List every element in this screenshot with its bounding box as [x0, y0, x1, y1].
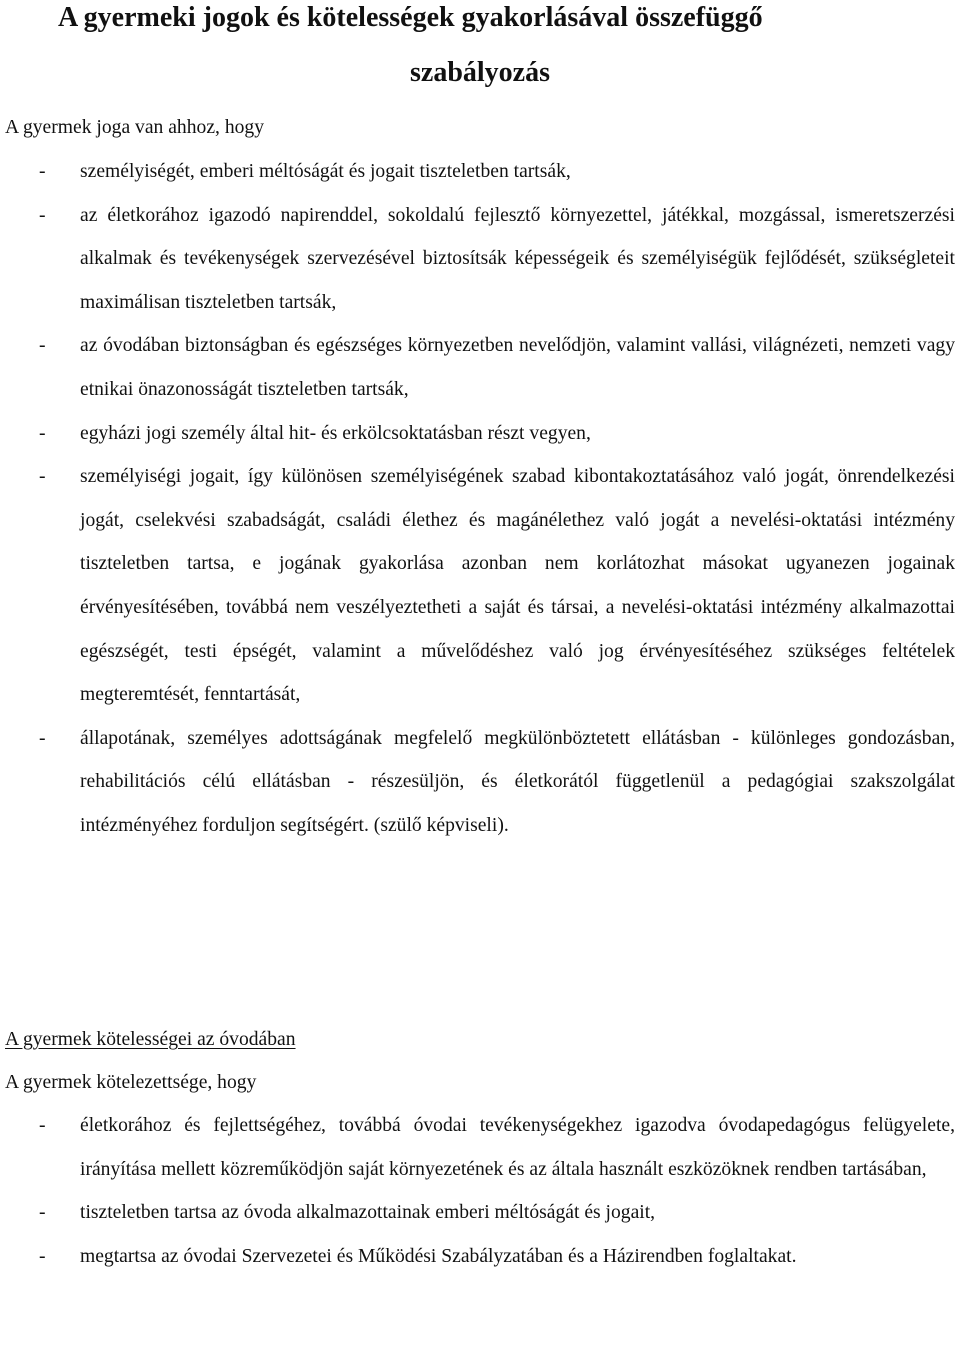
list-bullet: -: [39, 466, 46, 488]
list-item: [0, 455, 960, 717]
list-item: [0, 324, 960, 411]
list-item: [0, 194, 960, 325]
list-item-text: személyiségét, emberi méltóságát és jogait tiszteletben tartsák,: [80, 161, 571, 182]
list-bullet: -: [39, 161, 46, 182]
list-item-text: állapotának, személyes adottságának megfelelő megkülönböztetett ellátásban - különleges gondozásban, rehabilitációs célú ellátásban - részesüljön, és életkorától függetlenül a pedagógiai szakszolgálat intézményéhez forduljon segítségért. (szülő képviseli).: [80, 727, 955, 836]
list-item: [0, 1235, 960, 1279]
list-item-text: az óvodában biztonságban és egészséges környezetben nevelődjön, valamint vallási, világnézeti, nemzeti vagy etnikai önazonosságát tiszteletben tartsák,: [80, 335, 955, 400]
list-item-text: az életkorához igazodó napirenddel, sokoldalú fejlesztő környezettel, játékkal, mozgással, ismeretszerzési alkalmak és tevékenységek szervezésével biztosítsák képességeik és személyiségük fejlődését, szükségleteit maximálisan tiszteletben tartsák,: [80, 204, 955, 313]
list-item: [0, 150, 960, 194]
list-bullet: -: [39, 204, 46, 226]
document-title-line-2-text: szabályozás: [410, 57, 550, 88]
list-item-text: megtartsa az óvodai Szervezetei és Működési Szabályzatában és a Házirendben foglaltakat.: [80, 1245, 797, 1267]
list-bullet: -: [39, 1115, 46, 1136]
list-bullet: -: [39, 1202, 46, 1224]
document-title-line-1: A gyermeki jogok és kötelességek gyakorlásával összefüggő: [58, 2, 763, 33]
list-bullet: -: [39, 422, 46, 444]
section2-heading: A gyermek kötelességei az óvodában: [5, 1029, 296, 1050]
section2-duties-list: [0, 1104, 960, 1278]
list-item-text: tiszteletben tartsa az óvoda alkalmazottainak emberi méltóságát és jogait,: [80, 1202, 656, 1224]
section1-rights-list: [0, 150, 960, 848]
section1-intro: A gyermek joga van ahhoz, hogy: [5, 117, 265, 138]
list-bullet: -: [39, 335, 46, 357]
list-item: [0, 717, 960, 848]
list-item: [0, 412, 960, 456]
list-item: [0, 1191, 960, 1235]
list-bullet: -: [39, 1245, 46, 1267]
list-item-text: személyiségi jogait, így különösen személyiségének szabad kibontakoztatásához való jogát, önrendelkezési jogát, cselekvési szabadságát, családi élethez és magánélethez való jogát a nevelési-oktatási intézmény tiszteletben tartsa, e jogának gyakorlása azonban nem korlátozhat másokat ugyanezen jogainak érvényesítésében, továbbá nem veszélyeztetheti a saját és társai, a nevelési-oktatási intézmény alkalmazottai egészségét, testi épségét, valamint a művelődéshez való jog érvényesítéséhez szükséges feltételek megteremtését, fenntartását,: [80, 466, 955, 706]
list-item-text: egyházi jogi személy által hit- és erkölcsoktatásban részt vegyen,: [80, 422, 591, 444]
list-bullet: -: [39, 727, 46, 749]
list-item: [0, 1104, 960, 1191]
document-title-line-2: [0, 51, 960, 95]
section2-intro: A gyermek kötelezettsége, hogy: [5, 1072, 257, 1093]
list-item-text: életkorához és fejlettségéhez, továbbá óvodai tevékenységekhez igazodva óvodapedagógus felügyelete, irányítása mellett közreműködjön saját környezetének és az általa használt eszközöknek rendben tartásában,: [80, 1115, 955, 1180]
